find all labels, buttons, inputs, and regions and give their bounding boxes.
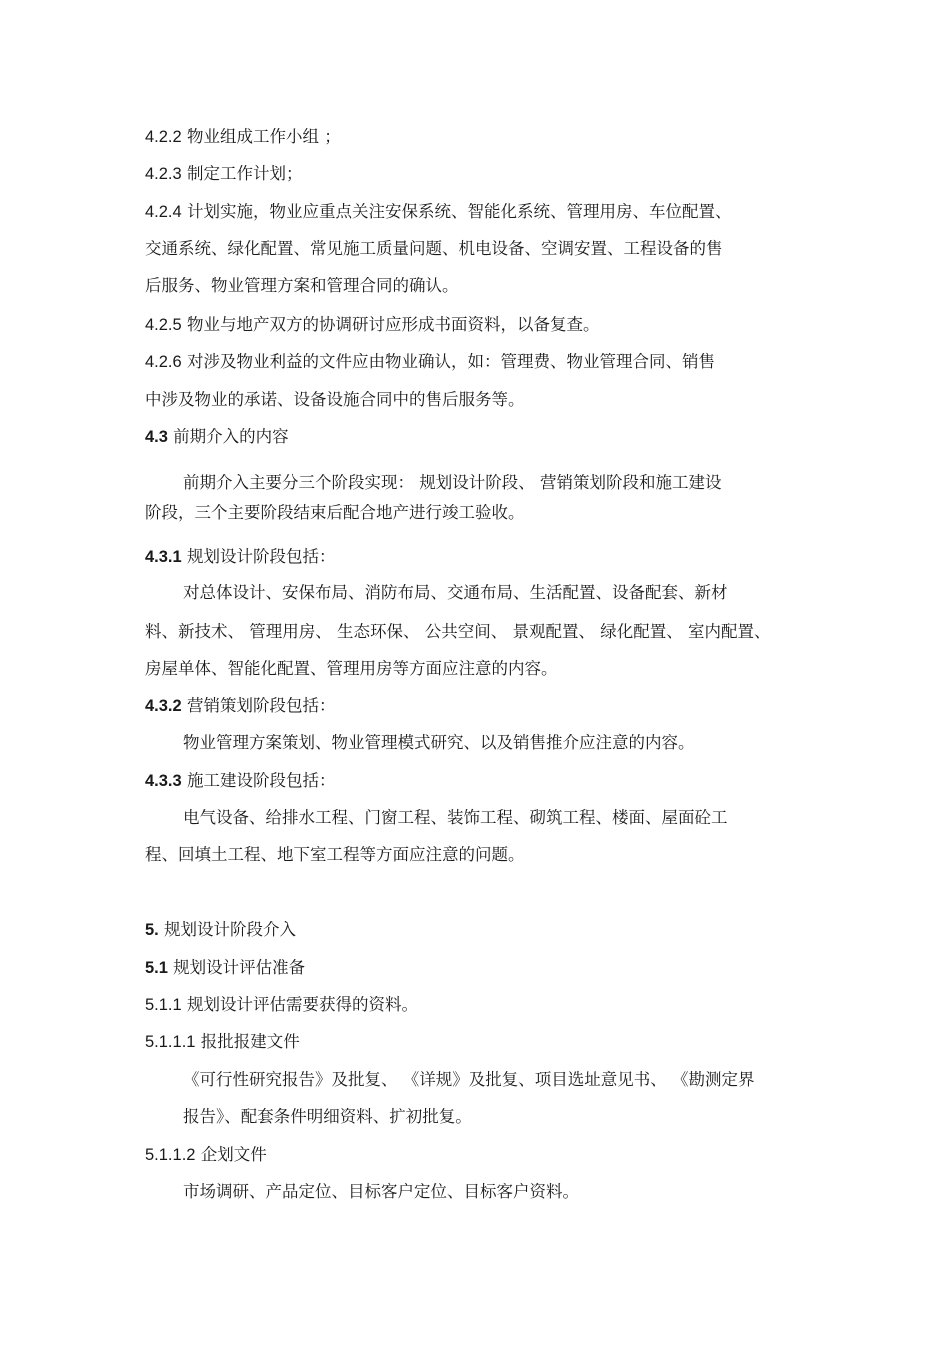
heading-text: 规划设计阶段介入 <box>158 920 297 939</box>
section-number: 4.3.3 <box>145 772 182 790</box>
heading-text: 营销策划阶段包括： <box>181 696 336 715</box>
line-text: 中涉及物业的承诺、设备设施合同中的售后服务等。 <box>145 390 525 409</box>
line-text: 物业管理方案策划、物业管理模式研究、以及销售推介应注意的内容。 <box>183 733 695 752</box>
item-4-2-6 <box>145 351 715 373</box>
section-number: 4.3.2 <box>145 697 182 715</box>
section-number: 5.1.1.2 <box>145 1146 196 1164</box>
line-text: 后服务、物业管理方案和管理合同的确认。 <box>145 276 459 295</box>
line-text: 计划实施，物业应重点关注安保系统、智能化系统、管理用房、车位配置、 <box>181 202 732 221</box>
para-5-1-1-2 <box>183 1181 579 1203</box>
section-number: 5.1 <box>145 959 168 977</box>
line-text: 市场调研、产品定位、目标客户定位、目标客户资料。 <box>183 1182 579 1201</box>
line-text: 前期介入主要分三个阶段实现： 规划设计阶段、 营销策划阶段和施工建设 <box>183 473 722 492</box>
line-text: 物业与地产双方的协调研讨应形成书面资料，以备复查。 <box>181 315 600 334</box>
line-text: 物业组成工作小组 ； <box>181 127 341 146</box>
section-number: 4.2.5 <box>145 316 182 334</box>
line-text: 阶段，三个主要阶段结束后配合地产进行竣工验收。 <box>145 503 525 522</box>
item-5-1-1-1 <box>145 1031 300 1053</box>
para-4-3-1-cont-2 <box>145 658 558 680</box>
line-text: 电气设备、给排水工程、门窗工程、装饰工程、砌筑工程、楼面、屋面砼工 <box>183 808 728 827</box>
heading-text: 施工建设阶段包括： <box>181 771 336 790</box>
para-4-3-1 <box>183 582 728 604</box>
heading-4-3-3 <box>145 770 335 792</box>
section-number: 4.3 <box>145 428 168 446</box>
item-4-2-6-cont <box>145 389 525 411</box>
para-4-3-cont <box>145 502 525 524</box>
heading-5-1 <box>145 957 305 979</box>
item-4-2-4 <box>145 201 731 223</box>
para-4-3-2 <box>183 732 695 754</box>
line-text: 报告》、配套条件明细资料、扩初批复。 <box>183 1107 472 1126</box>
section-number: 4.2.3 <box>145 165 182 183</box>
line-text: 料、新技术、 管理用房、 生态环保、 公共空间、 景观配置、 绿化配置、 室内配置、 <box>145 622 771 641</box>
para-4-3-3 <box>183 807 728 829</box>
line-text: 企划文件 <box>195 1145 267 1164</box>
line-text: 制定工作计划； <box>181 164 303 183</box>
line-text: 报批报建文件 <box>195 1032 300 1051</box>
line-text: 房屋单体、智能化配置、管理用房等方面应注意的内容。 <box>145 659 558 678</box>
heading-4-3-1 <box>145 546 335 568</box>
para-5-1-1-1-cont <box>183 1106 472 1128</box>
para-5-1-1-1 <box>183 1069 755 1091</box>
line-text: 规划设计评估需要获得的资料。 <box>181 995 418 1014</box>
heading-4-3-2 <box>145 695 335 717</box>
heading-5 <box>145 919 296 941</box>
item-5-1-1-2 <box>145 1144 267 1166</box>
section-number: 5. <box>145 921 159 939</box>
para-4-3 <box>183 472 722 494</box>
section-number: 5.1.1 <box>145 996 182 1014</box>
heading-text: 规划设计阶段包括： <box>181 547 336 566</box>
heading-text: 前期介入的内容 <box>167 427 289 446</box>
item-4-2-4-cont-1 <box>145 238 723 260</box>
line-text: 交通系统、绿化配置、常见施工质量问题、机电设备、空调安置、工程设备的售 <box>145 239 723 258</box>
line-text: 对涉及物业利益的文件应由物业确认，如：管理费、物业管理合同、销售 <box>181 352 715 371</box>
line-text: 对总体设计、安保布局、消防布局、交通布局、生活配置、设备配套、新材 <box>183 583 728 602</box>
item-4-2-5 <box>145 314 599 336</box>
heading-text: 规划设计评估准备 <box>167 958 306 977</box>
section-number: 4.2.6 <box>145 353 182 371</box>
item-5-1-1 <box>145 994 418 1016</box>
item-4-2-4-cont-2 <box>145 275 459 297</box>
section-number: 5.1.1.1 <box>145 1033 196 1051</box>
item-4-2-3 <box>145 163 302 185</box>
line-text: 《可行性研究报告》及批复、 《详规》及批复、项目选址意见书、 《勘测定界 <box>183 1070 755 1089</box>
line-text: 程、回填土工程、地下室工程等方面应注意的问题。 <box>145 845 525 864</box>
heading-4-3 <box>145 426 289 448</box>
item-4-2-2 <box>145 126 341 148</box>
para-4-3-1-cont-1 <box>145 621 770 643</box>
para-4-3-3-cont <box>145 844 525 866</box>
section-number: 4.3.1 <box>145 548 182 566</box>
section-number: 4.2.2 <box>145 128 182 146</box>
section-number: 4.2.4 <box>145 203 182 221</box>
